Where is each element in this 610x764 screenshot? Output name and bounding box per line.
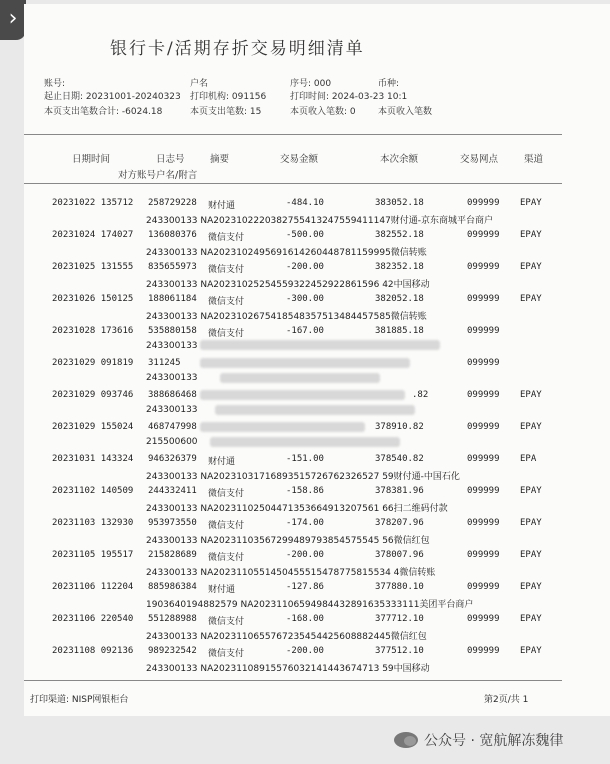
col-outlet: 交易网点 <box>460 154 499 165</box>
row-log: 468747998 <box>148 422 197 432</box>
row-summary: 微信支付 <box>208 617 245 627</box>
row-channel: EPAY <box>520 582 542 592</box>
row-log: 258729228 <box>148 198 197 208</box>
account-label: 账号: <box>44 79 66 89</box>
row-date: 20231026 150125 <box>52 294 134 304</box>
income-total-label: 本页收入笔数: 0 <box>290 107 356 117</box>
row-amount: -200.00 <box>286 262 324 272</box>
row-outlet: 099999 <box>467 614 500 624</box>
income-count-label: 本页收入笔数 <box>378 107 433 117</box>
row-outlet: 099999 <box>467 390 500 400</box>
print-channel: 打印渠道: NISP网银柜台 <box>30 695 129 705</box>
row-log: 535880158 <box>148 326 197 336</box>
row-channel: EPAY <box>520 422 542 432</box>
row-note: 243300133 NA20231102504471353664913207561 66扫二维码付款 <box>146 504 448 514</box>
back-chevron-icon[interactable]: › <box>0 0 26 40</box>
row-note: 243300133 NA20231108915576032141443674713 59中国移动 <box>146 664 430 674</box>
row-amount: -127.86 <box>286 582 324 592</box>
row-channel: EPAY <box>520 230 542 240</box>
row-amount: -174.00 <box>286 518 324 528</box>
row-balance: 382052.18 <box>375 294 424 304</box>
row-summary: 微信支付 <box>208 329 245 339</box>
row-balance: 381885.18 <box>375 326 424 336</box>
row-date: 20231029 093746 <box>52 390 134 400</box>
print-time-label: 打印时间: 2024-03-23 10:1 <box>290 92 408 102</box>
row-outlet: 099999 <box>467 230 500 240</box>
row-date: 20231029 155024 <box>52 422 134 432</box>
row-log: 215828689 <box>148 550 197 560</box>
row-balance: 382552.18 <box>375 230 424 240</box>
row-channel: EPAY <box>520 294 542 304</box>
row-log: 953973550 <box>148 518 197 528</box>
row-balance: 378381.96 <box>375 486 424 496</box>
row-note: 1903640194882579 NA20231106594984432891635333111美团平台商户 <box>146 600 474 610</box>
row-outlet: 099999 <box>467 582 500 592</box>
row-date: 20231029 091819 <box>52 358 134 368</box>
row-balance: 383052.18 <box>375 198 424 208</box>
row-date: 20231106 112204 <box>52 582 134 592</box>
row-summary: 微信支付 <box>208 553 245 563</box>
row-note: 243300133 <box>146 373 198 383</box>
row-channel: EPAY <box>520 614 542 624</box>
row-log: 885986384 <box>148 582 197 592</box>
col-log-no: 日志号 <box>156 154 185 165</box>
row-date: 20231028 173616 <box>52 326 134 336</box>
row-note: 243300133 <box>146 405 198 415</box>
row-outlet: 099999 <box>467 358 500 368</box>
redaction-smudge <box>200 422 365 432</box>
redaction-smudge <box>215 405 415 415</box>
row-amount: -484.10 <box>286 198 324 208</box>
row-summary: 微信支付 <box>208 297 245 307</box>
row-channel: EPA <box>520 454 537 464</box>
redaction-smudge <box>210 437 400 447</box>
row-outlet: 099999 <box>467 550 500 560</box>
row-outlet: 099999 <box>467 422 500 432</box>
redaction-smudge <box>200 340 440 350</box>
row-note: 243300133 NA20231103567299489793854575545 56微信红包 <box>146 536 430 546</box>
row-outlet: 099999 <box>467 486 500 496</box>
row-date: 20231108 092136 <box>52 646 134 656</box>
row-log: 388686468 <box>148 390 197 400</box>
row-summary: 微信支付 <box>208 265 245 275</box>
row-note: 243300133 NA2023110551450455515478775815534 4微信转账 <box>146 568 436 578</box>
row-log: 946326379 <box>148 454 197 464</box>
row-channel: EPAY <box>520 518 542 528</box>
header-rule-bottom <box>24 183 562 184</box>
row-outlet: 099999 <box>467 294 500 304</box>
row-outlet: 099999 <box>467 454 500 464</box>
page-title: 银行卡/活期存折交易明细清单 <box>110 39 365 59</box>
redaction-smudge <box>200 390 405 400</box>
row-summary: 微信支付 <box>208 489 245 499</box>
row-note: 243300133 NA2023102495691614260448781159995微信转账 <box>146 248 427 258</box>
row-date: 20231031 143324 <box>52 454 134 464</box>
currency-label: 币种: <box>378 79 400 89</box>
expense-total-label: 本页支出笔数合计: -6024.18 <box>44 107 163 117</box>
header-rule-top <box>24 134 562 135</box>
row-outlet: 099999 <box>467 646 500 656</box>
row-date: 20231106 220540 <box>52 614 134 624</box>
row-date: 20231024 174027 <box>52 230 134 240</box>
row-balance: 378007.96 <box>375 550 424 560</box>
row-note: 243300133 NA20231025254559322452922861596 42中国移动 <box>146 280 430 290</box>
col-datetime: 日期时间 <box>72 154 111 165</box>
col-summary: 摘要 <box>210 154 230 165</box>
row-date: 20231103 132930 <box>52 518 134 528</box>
row-outlet: 099999 <box>467 262 500 272</box>
row-balance: 378910.82 <box>375 422 424 432</box>
watermark-text: 公众号 · 宽航解冻魏律 <box>424 733 564 749</box>
row-note: 243300133 <box>146 341 198 351</box>
row-balance: 377512.10 <box>375 646 424 656</box>
row-channel: EPAY <box>520 550 542 560</box>
row-summary: 微信支付 <box>208 521 245 531</box>
col-channel: 渠道 <box>524 154 544 165</box>
row-outlet: 099999 <box>467 326 500 336</box>
col-balance: 本次余额 <box>380 154 419 165</box>
row-amount: -168.00 <box>286 614 324 624</box>
row-date: 20231102 140509 <box>52 486 134 496</box>
row-balance: 378540.82 <box>375 454 424 464</box>
col-counterparty: 对方账号户名/附言 <box>118 170 198 181</box>
expense-count-label: 本页支出笔数: 15 <box>190 107 262 117</box>
row-log: 835655973 <box>148 262 197 272</box>
row-channel: EPAY <box>520 198 542 208</box>
redaction-smudge <box>200 358 410 368</box>
row-outlet: 099999 <box>467 518 500 528</box>
row-summary: 财付通 <box>208 585 236 595</box>
row-date: 20231105 195517 <box>52 550 134 560</box>
row-summary: 微信支付 <box>208 233 245 243</box>
row-amount: -300.00 <box>286 294 324 304</box>
footer-rule <box>24 680 562 681</box>
row-amount: -158.86 <box>286 486 324 496</box>
row-balance: 382352.18 <box>375 262 424 272</box>
row-note: 243300133 NA2023102220382755413247559411147财付通-京东商城平台商户 <box>146 216 494 226</box>
period-label: 起止日期: 20231001-20240323 <box>44 92 181 102</box>
row-channel: EPAY <box>520 646 542 656</box>
row-log: 551288988 <box>148 614 197 624</box>
row-log: 989232542 <box>148 646 197 656</box>
row-balance: 377712.10 <box>375 614 424 624</box>
seq-label: 序号: 000 <box>290 79 332 89</box>
row-amount: -200.00 <box>286 550 324 560</box>
print-org-label: 打印机构: 091156 <box>190 92 267 102</box>
row-note: 243300133 NA2023110655767235454425608882445微信红包 <box>146 632 427 642</box>
row-amount: -151.00 <box>286 454 324 464</box>
row-balance: .82 <box>412 390 429 400</box>
page-indicator: 第2页/共 1 <box>484 695 529 705</box>
name-label: 户名 <box>190 79 209 89</box>
row-outlet: 099999 <box>467 198 500 208</box>
row-summary: 财付通 <box>208 457 236 467</box>
row-channel: EPAY <box>520 262 542 272</box>
row-balance: 378207.96 <box>375 518 424 528</box>
row-note: 243300133 NA2023102675418548357513484457585微信转账 <box>146 312 427 322</box>
col-amount: 交易金额 <box>280 154 319 165</box>
row-summary: 财付通 <box>208 201 236 211</box>
row-amount: -500.00 <box>286 230 324 240</box>
row-log: 244332411 <box>148 486 197 496</box>
row-channel: EPAY <box>520 486 542 496</box>
row-note: 215500600 <box>146 437 198 447</box>
row-amount: -167.00 <box>286 326 324 336</box>
row-log: 311245 <box>148 358 181 368</box>
row-summary: 微信支付 <box>208 649 245 659</box>
wechat-icon <box>394 732 418 748</box>
row-date: 20231025 131555 <box>52 262 134 272</box>
redaction-smudge <box>220 373 380 383</box>
watermark <box>394 730 563 750</box>
row-channel: EPAY <box>520 390 542 400</box>
row-log: 136080376 <box>148 230 197 240</box>
row-log: 188061184 <box>148 294 197 304</box>
row-date: 20231022 135712 <box>52 198 134 208</box>
row-balance: 377880.10 <box>375 582 424 592</box>
row-amount: -200.00 <box>286 646 324 656</box>
row-note: 243300133 NA20231031716893515726762326527 59财付通-中国石化 <box>146 472 460 482</box>
